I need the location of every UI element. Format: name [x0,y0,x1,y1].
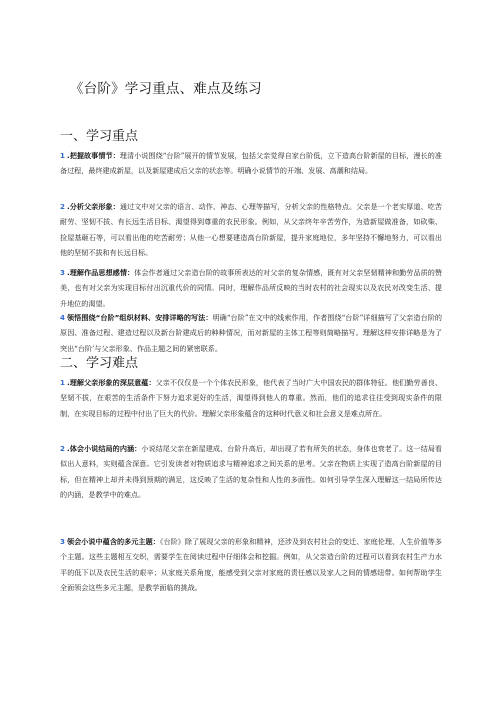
list-item [60,534,442,596]
item-number: 3 [60,268,65,277]
item-text: 小说结尾父亲在新屋建成、台阶升高后，却出现了若有所失的状态，身体也衰老了。这一结局看似出人意料，实则蕴含深意。它引发读者对物质追求与精神追求之间关系的思考。父亲在物质上实现了造高台阶新屋的目标，但在精神上却并未得到预期的满足，这反映了生活的复杂性和人性的多面性。如何引导学生深入理解这一结局所传达的内涵，是教学中的难点。 [60,444,442,500]
list-item [60,375,442,421]
list-item [60,441,442,503]
item-number: 2 [60,202,65,211]
section-heading-difficulties: 二、学习难点 [60,356,139,371]
item-label: .分析父亲形象： [66,202,120,211]
item-label: 领会小说中蕴含的多元主题： [66,537,160,546]
item-label: .理解作品思想感情： [66,268,135,277]
section-heading-key-points: 一、学习重点 [60,129,139,144]
item-number: 3 [60,537,65,546]
item-text: 通过文中对父亲的语言、动作、神态、心理等描写，分析父亲的性格特点。父亲是一个老实厚道、吃苦耐劳、坚韧不拔、有长远生活目标、渴望得到尊重的农民形象。例如，从父亲终年辛苦劳作，为造新屋做准备，如砍柴、捡屋基砸石等，可以看出他的吃苦耐劳；从他一心想要建造高台阶新屋，提升家庭地位，多年坚持不懈地努力，可以看出他的坚韧不拔和有长远目标。 [60,202,442,258]
list-item [60,310,442,356]
item-text: 明确“台阶”在文中的线索作用，作者围绕“台阶”详细描写了父亲造台阶的原因、准备过程、建造过程以及新台阶建成后的种种情况，而对新屋的主体工程等则简略描写。理解这样安排详略是为了突出“台阶’与父亲形象、作品主题之间的紧密联系。 [60,313,442,353]
list-item [60,148,442,179]
item-label: 领悟围绕“台阶”组织材料、安排详略的写法： [66,313,213,322]
list-item [60,265,442,311]
item-text: 《台阶》除了展现父亲的形象和精神，还涉及到农村社会的变迁、家庭伦理、人生价值等多个主题。这些主题相互交织，需要学生在阅读过程中仔细体会和挖掘。例如，从父亲造台阶的过程可以看到农村生产力水平的低下以及农民生活的艰辛；从家庭关系角度，能感受到父亲对家庭的责任感以及家人之间的情感纽带。如何帮助学生全面领会这些多元主题，是教学面临的挑战。 [60,537,442,593]
item-label: .理解父亲形象的深层意蕴： [66,378,156,387]
item-text: 父亲不仅仅是一个个体农民形象，他代表了当时广大中国农民的群体特征。他们勤劳善良、坚韧不拔，在艰苦的生活条件下努力追求更好的生活，渴望得到他人的尊重。然而，他们的追求往往受到现实条件的限制，在实现目标的过程中付出了巨大的代价。理解父亲形象蕴含的这种时代意义和社会意义是难点所在。 [60,378,443,418]
item-text: 理清小说围绕“台阶”展开的情节发展，包括父亲觉得自家台阶低，立下造高台阶新屋的目标，漫长的准备过程，最终建成新屋，以及新屋建成后父亲的状态等。明确小说情节的开端、发展、高潮和结局。 [60,151,442,176]
list-item [60,199,442,261]
item-number: 1 [60,378,65,387]
item-text: 体会作者通过父亲造台阶的故事所表达的对父亲的复杂情感，既有对父亲坚韧精神和勤劳品质的赞美，也有对父亲为实现目标付出沉重代价的同情。同时，理解作品所反映的当时农村的社会现实以及农民对改变生活、提升地位的渴望。 [60,268,442,308]
item-label: .体会小说结局的内涵： [66,444,142,453]
item-number: 1 [60,151,65,160]
item-number: 2 [60,444,65,453]
document-title: 《台阶》学习重点、难点及练习 [70,81,262,97]
item-label: .把握故事情节： [66,151,120,160]
item-number: 4 [60,313,65,322]
